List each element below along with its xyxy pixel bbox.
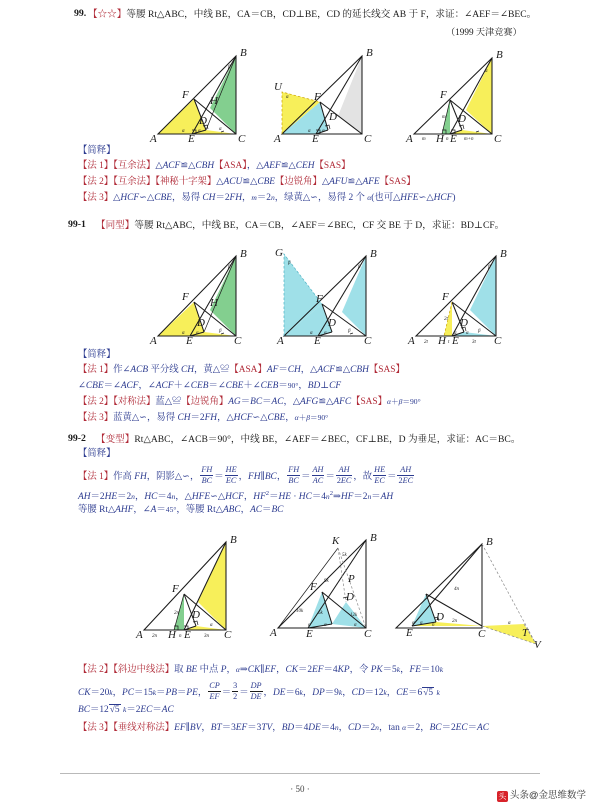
svg-text:β: β xyxy=(348,329,351,334)
problem-99-text: 等腰 Rt△ABC，中线 BE，CA＝CB，CD⊥BE，CD 的延长线交 AB 于 F，求证：∠AEF＝∠BEC。 xyxy=(126,9,537,20)
problem-99-line-1: 【法 1】【互余法】△ACF≌△CBH【ASA】，△AEF≌△CEH【SAS】 xyxy=(78,161,351,171)
svg-text:C: C xyxy=(364,628,372,640)
problem-99-2-line-6: BC＝12√5 k＝2EC＝AC xyxy=(78,705,174,715)
svg-text:α: α xyxy=(310,331,313,336)
problem-99-1-statement xyxy=(96,219,504,232)
svg-text:B: B xyxy=(486,536,493,548)
problem-99-1-line-2: ∠CBE＝∠ACF，∠ACF＋∠CEB＝∠CBE＋∠CEB＝90°，BD⊥CF xyxy=(78,381,342,391)
svg-text:D: D xyxy=(197,317,205,329)
svg-text:2t: 2t xyxy=(424,340,428,345)
svg-text:F: F xyxy=(316,293,323,305)
svg-text:D: D xyxy=(199,115,207,127)
svg-text:E: E xyxy=(306,628,313,640)
brand-text: 头条@金思维数学 xyxy=(509,790,586,801)
svg-text:H: H xyxy=(168,629,176,641)
svg-text:U: U xyxy=(274,81,282,93)
svg-text:C: C xyxy=(364,133,372,145)
problem-99-2-line-4: 【法 2】【斜边中线法】取 BE 中点 P，α⇒CK∥EF，CK＝2EF＝4KP，令 PK＝5k，FE＝10k xyxy=(78,665,444,675)
svg-text:3n: 3n xyxy=(204,634,209,639)
svg-text:B: B xyxy=(230,534,237,546)
svg-text:α: α xyxy=(466,331,469,336)
problem-99-source: （1999 天津竞赛） xyxy=(446,27,522,37)
problem-99-1-stars: 【同型】 xyxy=(96,220,135,231)
svg-text:A: A xyxy=(136,629,143,641)
svg-text:K: K xyxy=(332,535,340,547)
svg-text:E: E xyxy=(188,133,195,145)
svg-text:F: F xyxy=(182,291,189,303)
fig-99-2-c xyxy=(396,530,556,651)
svg-text:C: C xyxy=(364,335,372,347)
svg-text:C: C xyxy=(494,133,502,145)
svg-text:n: n xyxy=(179,634,182,639)
footer-divider xyxy=(60,773,540,774)
problem-99-1-explain-title: 【简释】 xyxy=(78,350,116,360)
svg-text:A: A xyxy=(408,335,415,347)
svg-text:α: α xyxy=(354,623,357,628)
svg-text:B: B xyxy=(240,47,247,59)
svg-text:C: C xyxy=(234,335,242,347)
svg-text:α: α xyxy=(324,623,327,628)
svg-text:9k: 9k xyxy=(324,579,329,584)
fig-99-b xyxy=(266,46,398,145)
problem-99-2-explain-title: 【简释】 xyxy=(78,449,116,459)
svg-text:α: α xyxy=(420,621,423,626)
svg-text:α: α xyxy=(286,95,289,100)
svg-text:β: β xyxy=(228,265,231,270)
svg-text:D: D xyxy=(458,113,466,125)
problem-99-2-line-5: CK＝20k，PC＝15k＝PB＝PE， $\frac{CP}{EF}$ ＝ $\frac{3}{2}$ ＝ $\frac{DP}{DE}$ ，DE＝6k，DP＝9k，CD＝12k，CE＝6√5 k xyxy=(78,681,440,701)
svg-text:α: α xyxy=(210,623,213,628)
svg-text:D: D xyxy=(460,317,468,329)
svg-text:t: t xyxy=(448,340,450,345)
svg-text:α: α xyxy=(324,331,327,336)
svg-text:6k: 6k xyxy=(318,611,323,616)
watermark-brand xyxy=(497,787,586,802)
svg-text:α: α xyxy=(322,129,325,134)
svg-text:P: P xyxy=(348,573,355,585)
svg-text:m+n: m+n xyxy=(464,137,474,142)
problem-99-2-statement xyxy=(96,433,520,446)
svg-text:E: E xyxy=(312,133,319,145)
problem-99-1-line-1: 【法 1】作∠ACB 平分线 CH，黄△≌【ASA】AF＝CH，△ACF≌△CBH【SAS】 xyxy=(78,365,405,375)
svg-text:D: D xyxy=(328,317,336,329)
svg-text:F: F xyxy=(440,89,447,101)
svg-text:D: D xyxy=(192,609,200,621)
fig-99-c xyxy=(396,46,536,145)
svg-text:C: C xyxy=(494,335,502,347)
svg-text:10k: 10k xyxy=(296,609,304,614)
svg-text:E: E xyxy=(184,629,191,641)
svg-text:G: G xyxy=(275,247,283,259)
svg-text:α: α xyxy=(508,621,511,626)
svg-text:E: E xyxy=(186,335,193,347)
page-number: · 50 · xyxy=(290,784,310,794)
problem-99-2-line-1: 【法 1】作高 FH，阴影△∽， $\frac{FH}{BC}$ ＝ $\frac{HE}{EC}$ ，FH∥BC， $\frac{FH}{BC}$ ＝ $\frac{AH}{AC}$ ＝ $\frac{AH}{2EC}$ ，故 $\frac{HE}{EC}$ ＝ $\frac{AH}{2EC}$ xyxy=(78,465,414,485)
svg-text:H: H xyxy=(210,95,218,107)
problem-99-1-line-3: 【法 2】【对称法】蓝△≌【边锐角】AG＝BC＝AC，△AFG≌△AFC【SAS】α＋β＝90° xyxy=(78,397,421,407)
svg-text:β: β xyxy=(219,329,222,334)
page-number-value: 50 xyxy=(295,784,305,794)
svg-text:α: α xyxy=(198,129,201,134)
svg-text:n: n xyxy=(446,137,449,142)
svg-text:E: E xyxy=(406,627,413,639)
svg-text:B: B xyxy=(366,47,373,59)
svg-text:2n: 2n xyxy=(452,619,457,624)
svg-text:A: A xyxy=(277,335,284,347)
svg-text:C: C xyxy=(478,628,486,640)
problem-99-explain-title: 【简释】 xyxy=(78,146,116,156)
svg-text:m: m xyxy=(422,137,426,142)
svg-text:C: C xyxy=(224,629,232,641)
problem-number-99: 99. xyxy=(74,8,87,19)
svg-text:C: C xyxy=(238,133,246,145)
svg-text:F: F xyxy=(310,581,317,593)
svg-text:B: B xyxy=(496,49,503,61)
svg-text:β: β xyxy=(358,265,361,270)
svg-text:H: H xyxy=(438,335,446,347)
svg-text:α: α xyxy=(219,127,222,132)
problem-99-2-line-2: AH＝2HE＝2n，HC＝4n，△HFE∽△HCF，$HF^2=HE$ · $HC=4n^2\Rightarrow HF=2n=AH$ xyxy=(78,490,394,503)
svg-text:B: B xyxy=(500,248,507,260)
problem-99-line-2: 【法 2】【互余法】【神秘十字架】△ACU≌△CBE【边锐角】△AFU≌△AFE【SAS】 xyxy=(78,177,416,187)
svg-text:A: A xyxy=(406,133,413,145)
svg-text:H: H xyxy=(436,133,444,145)
svg-text:A: A xyxy=(270,627,277,639)
svg-text:E: E xyxy=(314,335,321,347)
problem-99-2-text: Rt△ABC，∠ACB＝90°，中线 BE，∠AEF＝∠BEC，CF⊥BE，D 为垂足，求证：AC＝BC。 xyxy=(134,434,521,445)
svg-text:2n: 2n xyxy=(152,634,157,639)
svg-text:A: A xyxy=(150,133,157,145)
svg-text:2t: 2t xyxy=(444,317,448,322)
svg-text:12k: 12k xyxy=(350,613,358,618)
svg-text:D: D xyxy=(436,611,444,623)
svg-text:α: α xyxy=(308,623,311,628)
svg-text:2n: 2n xyxy=(174,611,179,616)
problem-99-1-line-4: 【法 3】蓝黄△∽，易得 CH＝2FH，△HCF∽△CBE，α＋β＝90° xyxy=(78,413,329,423)
svg-text:F: F xyxy=(172,583,179,595)
svg-text:A: A xyxy=(274,133,281,145)
svg-text:B: B xyxy=(370,248,377,260)
svg-text:E: E xyxy=(452,335,459,347)
fig-99-2-a xyxy=(128,534,268,641)
svg-text:α: α xyxy=(182,331,185,336)
svg-text:β: β xyxy=(228,65,231,70)
svg-text:V: V xyxy=(534,639,541,651)
svg-text:D: D xyxy=(329,111,337,123)
svg-text:α: α xyxy=(485,69,488,74)
problem-99-statement xyxy=(88,8,536,21)
svg-text:H: H xyxy=(210,297,218,309)
brand-logo-icon: 头 xyxy=(498,792,507,801)
svg-text:B: B xyxy=(370,532,377,544)
problem-99-2-line-7: 【法 3】【垂线对称法】EF∥BV，BT＝3EF＝3TV，BD＝4DE＝4n，CD＝2n，tan α＝2，BC＝2EC＝AC xyxy=(78,723,489,733)
svg-text:3t: 3t xyxy=(472,340,476,345)
problem-number-99-2: 99-2 xyxy=(68,433,86,444)
svg-text:α: α xyxy=(308,129,311,134)
svg-text:n: n xyxy=(432,623,435,628)
fig-99-1-b xyxy=(270,247,410,347)
svg-text:α: α xyxy=(196,331,199,336)
problem-99-line-3: 【法 3】△HCF∽△CBE，易得 CH＝2FH，m＝2n，绿黄△∽，易得 2 个 α(也可△HFE∽△HCF) xyxy=(78,193,456,203)
svg-text:4n: 4n xyxy=(454,587,459,592)
svg-text:B: B xyxy=(240,248,247,260)
svg-text:β: β xyxy=(488,265,491,270)
svg-text:F: F xyxy=(182,89,189,101)
svg-text:α: α xyxy=(454,331,457,336)
svg-text:α: α xyxy=(412,621,415,626)
svg-text:m: m xyxy=(442,115,446,120)
svg-text:E: E xyxy=(450,133,457,145)
svg-text:T: T xyxy=(522,627,529,639)
problem-99-2-stars: 【变型】 xyxy=(96,434,135,445)
fig-99-1-c xyxy=(400,248,540,347)
problem-99-2-line-3: 等腰 Rt△AHF，∠A＝45°，等腰 Rt△ABC，AC＝BC xyxy=(78,505,284,515)
svg-text:β: β xyxy=(288,261,291,266)
problem-99-stars: 【☆☆】 xyxy=(88,9,127,20)
fig-99-a xyxy=(140,46,272,145)
problem-99-1-text: 等腰 Rt△ABC，中线 BE，CA＝CB，∠AEF＝∠BEC，CF 交 BE 于 D，求证：BD⊥CF。 xyxy=(134,220,505,231)
svg-text:A: A xyxy=(150,335,157,347)
svg-text:β: β xyxy=(478,329,481,334)
fig-99-1-a xyxy=(140,248,280,347)
svg-text:D: D xyxy=(346,591,354,603)
svg-text:F: F xyxy=(314,91,321,103)
problem-number-99-1: 99-1 xyxy=(68,219,86,230)
svg-text:α: α xyxy=(182,129,185,134)
svg-text:5k: 5k xyxy=(342,553,347,558)
svg-text:F: F xyxy=(442,291,449,303)
